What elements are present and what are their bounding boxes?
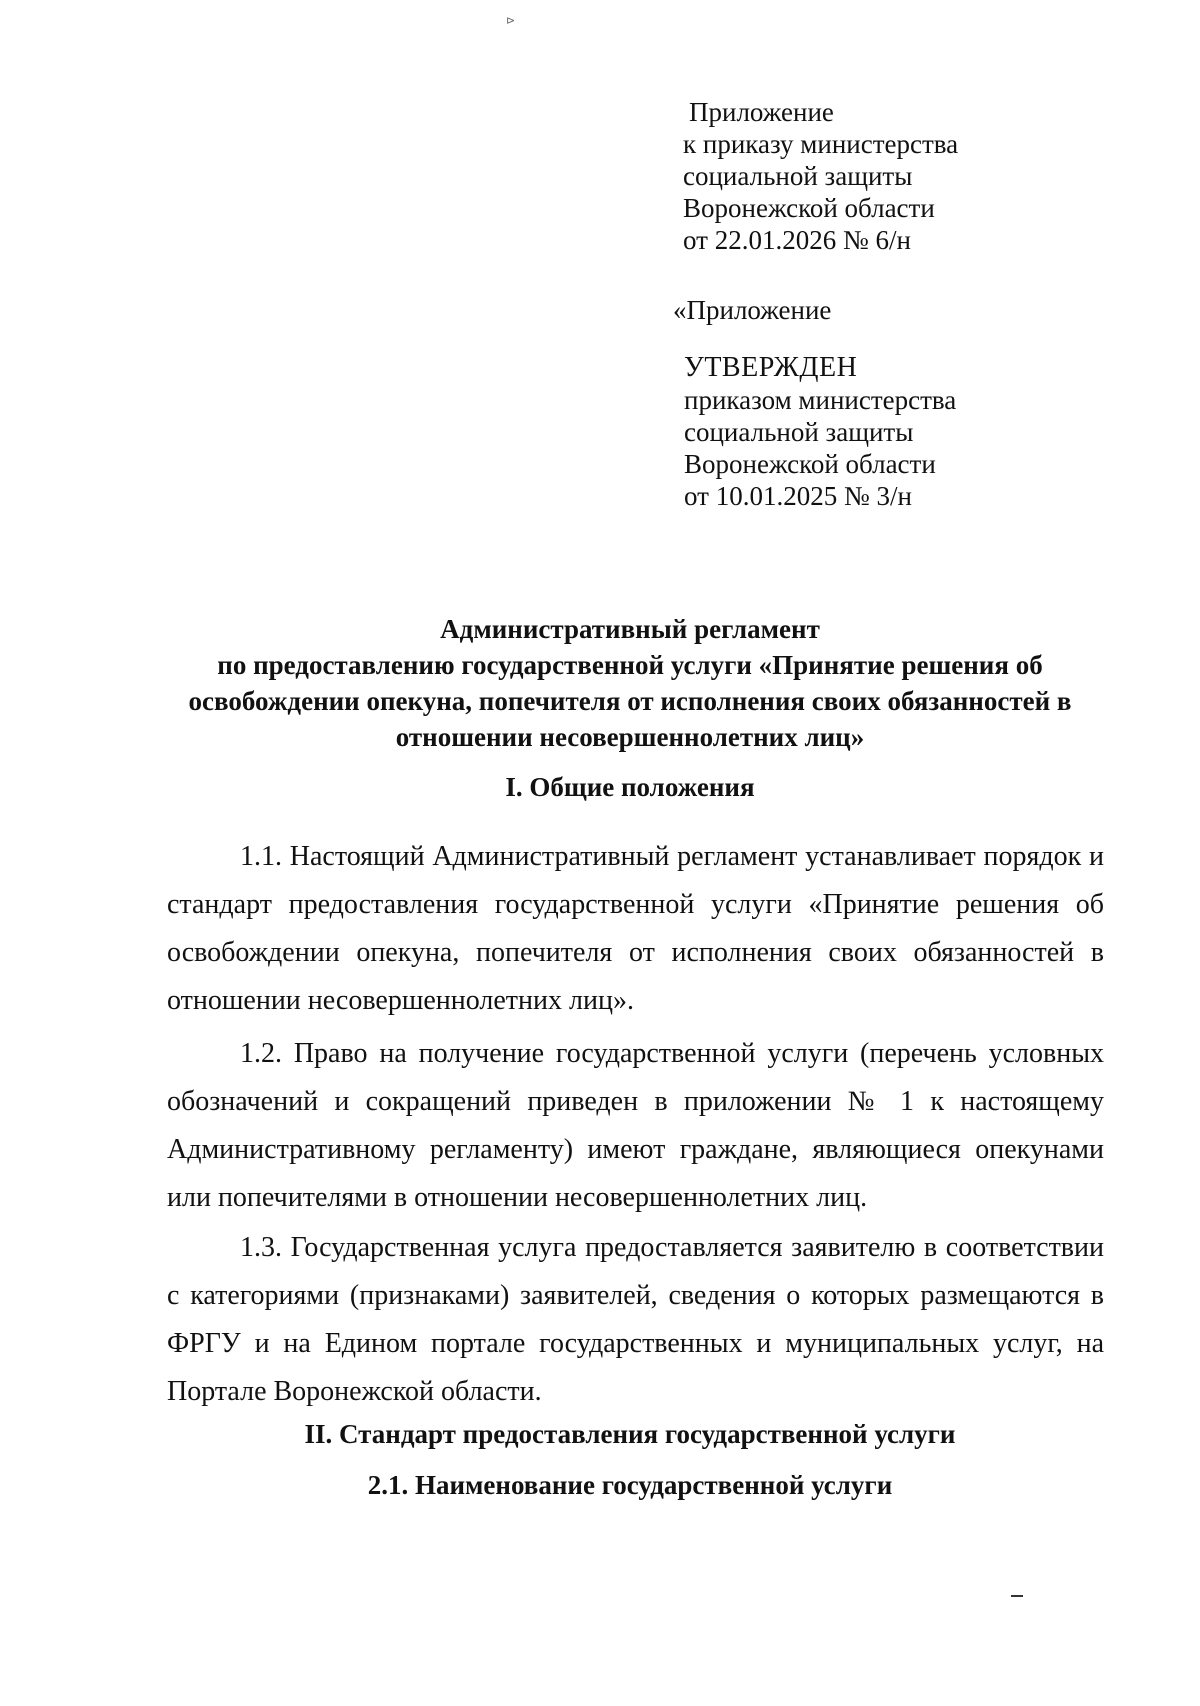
document-title [160, 611, 1100, 755]
paragraph-1-2 [167, 1030, 1104, 1222]
approved-line: приказом министерства [684, 385, 957, 415]
title-line: освобождении опекуна, попечителя от исполнения своих обязанностей в [188, 686, 1072, 716]
section-1-heading: I. Общие положения [505, 772, 755, 802]
approved-line: УТВЕРЖДЕН [684, 352, 858, 383]
subsection-2-1-heading: 2.1. Наименование государственной услуги [367, 1470, 893, 1500]
paragraph-line: Административному регламенту) имеют граждане, являющиеся опекунами [167, 1134, 1104, 1165]
annex-header-line: Приложение [689, 97, 834, 127]
approved-line: от 10.01.2025 № 3/н [684, 481, 912, 511]
paragraph-line: 1.2. Право на получение государственной услуги (перечень условных [240, 1038, 1104, 1069]
annex-header-line: от 22.01.2026 № 6/н [683, 225, 911, 255]
paragraph-line: или попечителями в отношении несовершеннолетних лиц. [167, 1182, 868, 1213]
section-2-heading: II. Стандарт предоставления государственной услуги [304, 1419, 956, 1449]
paragraph-line: отношении несовершеннолетних лиц». [167, 985, 634, 1016]
paragraph-1-3 [167, 1224, 1104, 1416]
annex-header [683, 96, 958, 256]
paragraph-1-1 [167, 833, 1104, 1025]
paragraph-line: освобождении опекуна, попечителя от исполнения своих обязанностей в [167, 937, 1104, 968]
approval-stamp-block [684, 352, 956, 512]
paragraph-line: 1.1. Настоящий Административный регламент устанавливает порядок и [240, 841, 1104, 872]
paragraph-line: с категориями (признаками) заявителей, сведения о которых размещаются в [167, 1280, 1104, 1311]
title-line: по предоставлению государственной услуги «Принятие решения об [217, 650, 1043, 680]
paragraph-line: Портале Воронежской области. [167, 1376, 542, 1407]
annex-header-line: Воронежской области [683, 193, 935, 223]
paragraph-line: стандарт предоставления государственной услуги «Принятие решения об [167, 889, 1104, 920]
quoted-annex-label [673, 294, 831, 326]
scan-dash-mark [1011, 1595, 1023, 1597]
scan-mark: ⊳ [506, 15, 516, 27]
paragraph-line: обозначений и сокращений приведен в приложении № 1 к настоящему [167, 1086, 1104, 1117]
title-line: Административный регламент [440, 614, 820, 644]
annex-header-line: социальной защиты [683, 161, 913, 191]
paragraph-line: ФРГУ и на Едином портале государственных и муниципальных услуг, на [167, 1328, 1104, 1359]
quoted-annex-text: «Приложение [673, 295, 832, 325]
approved-line: социальной защиты [684, 417, 914, 447]
title-line: отношении несовершеннолетних лиц» [395, 722, 865, 752]
approved-line: Воронежской области [684, 449, 936, 479]
paragraph-line: 1.3. Государственная услуга предоставляется заявителю в соответствии [240, 1232, 1104, 1263]
annex-header-line: к приказу министерства [683, 129, 959, 159]
